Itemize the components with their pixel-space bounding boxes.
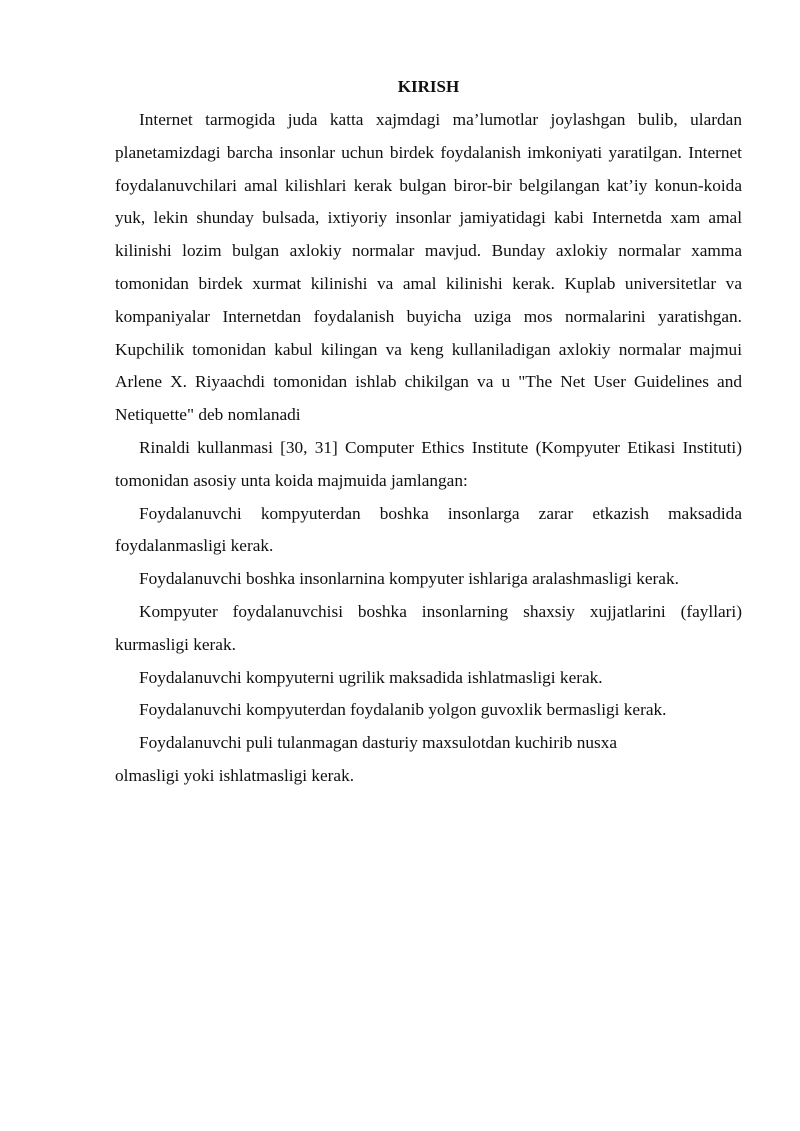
paragraph-rule-piracy-line-1: Foydalanuvchi puli tulanmagan dasturiy maxsulotdan kuchirib nusxa	[139, 733, 618, 753]
paragraph-rule-piracy	[115, 727, 742, 793]
paragraph-rule-theft: Foydalanuvchi kompyuterni ugrilik maksadida ishlatmasligi kerak.	[139, 667, 603, 687]
document-page	[115, 72, 742, 793]
paragraph-rule-piracy-line-2: olmasligi yoki ishlatmasligi kerak.	[115, 765, 355, 785]
paragraph-intro: Internet tarmogida juda katta xajmdagi ma’lumotlar joylashgan bulib, ulardan planetamizdagi barcha insonlar uchun birdek foydalanish imkoniyati yaratilgan. Internet foydalanuvchilari amal kilishlari kerak bulgan biror-bir belgilangan kat’iy konun-koida yuk, lekin shunday bulsada, ixtiyoriy insonlar jamiyatidagi kabi Internetda xam amal kilinishi lozim bulgan axlokiy normalar mavjud. Bunday axlokiy normalar xamma tomonidan birdek xurmat kilinishi va amal kilinishi kerak. Kuplab universitetlar va kompaniyalar Internetdan foydalanish buyicha uziga mos normalarini yaratishgan. Kupchilik tomonidan kabul kilingan va keng kullaniladigan axlokiy normalar majmui Arlene X. Riyaachdi tomonidan ishlab chikilgan va u "The Net User Guidelines and Netiquette" deb nomlanadi	[115, 110, 742, 425]
paragraph-rule-interfere: Foydalanuvchi boshka insonlarnina kompyuter ishlariga aralashmasligi kerak.	[139, 569, 679, 589]
paragraph-rinaldi: Rinaldi kullanmasi [30, 31] Computer Ethics Institute (Kompyuter Etikasi Instituti) tomonidan asosiy unta koida majmuida jamlangan:	[115, 437, 742, 490]
paragraph-rule-harm: Foydalanuvchi kompyuterdan boshka insonlarga zarar etkazish maksadida foydalanmasligi kerak.	[115, 503, 742, 556]
document-title: KIRISH	[397, 77, 460, 96]
paragraph-rule-files: Kompyuter foydalanuvchisi boshka insonlarning shaxsiy xujjatlarini (fayllari) kurmasligi kerak.	[115, 601, 742, 654]
paragraph-rule-false-witness: Foydalanuvchi kompyuterdan foydalanib yolgon guvoxlik bermasligi kerak.	[139, 700, 667, 720]
